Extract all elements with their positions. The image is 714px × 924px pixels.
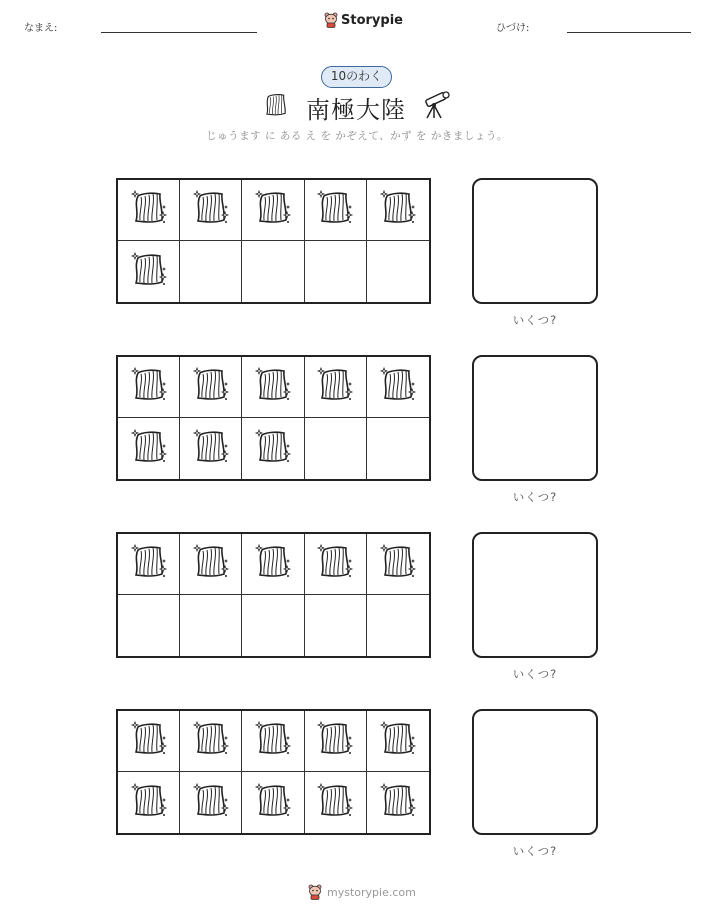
ten-frame-cell <box>242 241 304 302</box>
glacier-icon <box>378 542 418 586</box>
glacier-icon <box>378 365 418 409</box>
ten-frame-cell <box>242 534 304 595</box>
glacier-icon <box>191 427 231 471</box>
footer-url: mystorypie.com <box>327 885 416 899</box>
glacier-icon <box>129 365 169 409</box>
glacier-icon <box>253 188 293 232</box>
glacier-icon <box>129 188 169 232</box>
ten-frame-cell <box>305 711 367 772</box>
ten-frame-cell <box>118 772 180 833</box>
ten-frame-cell <box>367 357 429 418</box>
ten-frame-cell <box>242 418 304 479</box>
storypie-mascot-icon <box>308 884 322 900</box>
ten-frame-cell <box>118 357 180 418</box>
answer-label: いくつ? <box>512 313 558 327</box>
date-label: ひづけ: <box>496 23 530 34</box>
ten-frame-cell <box>180 711 242 772</box>
glacier-icon <box>191 719 231 763</box>
worksheet-type-badge: 10のわく <box>321 66 392 88</box>
ten-frame <box>116 532 431 658</box>
ten-frame-cell <box>118 180 180 241</box>
ten-frame-cell <box>180 418 242 479</box>
ten-frame-cell <box>305 595 367 656</box>
ten-frame-cell <box>242 357 304 418</box>
date-write-line[interactable] <box>567 32 691 33</box>
ten-frame-cell <box>180 180 242 241</box>
brand-name: Storypie <box>341 12 403 28</box>
ten-frame <box>116 709 431 835</box>
telescope-icon <box>420 90 452 120</box>
glacier-icon <box>129 250 169 294</box>
ten-frame-cell <box>305 241 367 302</box>
storypie-mascot-icon <box>324 12 338 28</box>
ten-frame <box>116 355 431 481</box>
ten-frame-cell <box>242 180 304 241</box>
name-label: なまえ: <box>24 23 58 34</box>
ten-frame-cell <box>305 772 367 833</box>
glacier-icon <box>315 542 355 586</box>
glacier-icon <box>253 719 293 763</box>
ten-frame-cell <box>367 772 429 833</box>
ten-frame-cell <box>180 534 242 595</box>
glacier-icon <box>253 365 293 409</box>
answer-box[interactable] <box>472 178 598 304</box>
glacier-icon <box>253 427 293 471</box>
glacier-icon <box>315 781 355 825</box>
glacier-icon <box>191 188 231 232</box>
ten-frame-cell <box>180 772 242 833</box>
glacier-icon <box>378 188 418 232</box>
ten-frame-cell <box>118 241 180 302</box>
answer-label: いくつ? <box>512 667 558 681</box>
glacier-icon <box>191 542 231 586</box>
ten-frame <box>116 178 431 304</box>
ten-frame-cell <box>367 418 429 479</box>
glacier-icon <box>129 427 169 471</box>
answer-box[interactable] <box>472 355 598 481</box>
glacier-icon <box>261 91 291 119</box>
glacier-icon <box>315 188 355 232</box>
ten-frame-cell <box>242 711 304 772</box>
glacier-icon <box>378 781 418 825</box>
ten-frame-cell <box>305 534 367 595</box>
ten-frame-cell <box>242 772 304 833</box>
glacier-icon <box>315 719 355 763</box>
ten-frame-cell <box>180 357 242 418</box>
ten-frame-cell <box>118 595 180 656</box>
footer <box>308 884 416 900</box>
ten-frame-cell <box>367 180 429 241</box>
glacier-icon <box>191 781 231 825</box>
ten-frame-cell <box>305 357 367 418</box>
glacier-icon <box>129 542 169 586</box>
ten-frame-cell <box>118 534 180 595</box>
glacier-icon <box>191 365 231 409</box>
ten-frame-cell <box>367 711 429 772</box>
ten-frame-cell <box>118 711 180 772</box>
ten-frame-cell <box>367 595 429 656</box>
glacier-icon <box>315 365 355 409</box>
answer-box[interactable] <box>472 532 598 658</box>
title-row <box>0 88 714 122</box>
glacier-icon <box>378 719 418 763</box>
glacier-icon <box>129 719 169 763</box>
ten-frame-cell <box>305 418 367 479</box>
ten-frame-cell <box>305 180 367 241</box>
glacier-icon <box>253 542 293 586</box>
ten-frame-cell <box>180 595 242 656</box>
instructions: じゅうます に ある え を かぞえて、かず を かきましょう。 <box>206 130 508 142</box>
answer-label: いくつ? <box>512 844 558 858</box>
name-write-line[interactable] <box>101 32 257 33</box>
ten-frame-cell <box>118 418 180 479</box>
answer-label: いくつ? <box>512 490 558 504</box>
page-title: 南極大陸 <box>306 96 406 124</box>
ten-frame-cell <box>242 595 304 656</box>
brand-logo <box>324 12 403 28</box>
glacier-icon <box>129 781 169 825</box>
answer-box[interactable] <box>472 709 598 835</box>
ten-frame-cell <box>367 241 429 302</box>
ten-frame-cell <box>367 534 429 595</box>
glacier-icon <box>253 781 293 825</box>
ten-frame-cell <box>180 241 242 302</box>
